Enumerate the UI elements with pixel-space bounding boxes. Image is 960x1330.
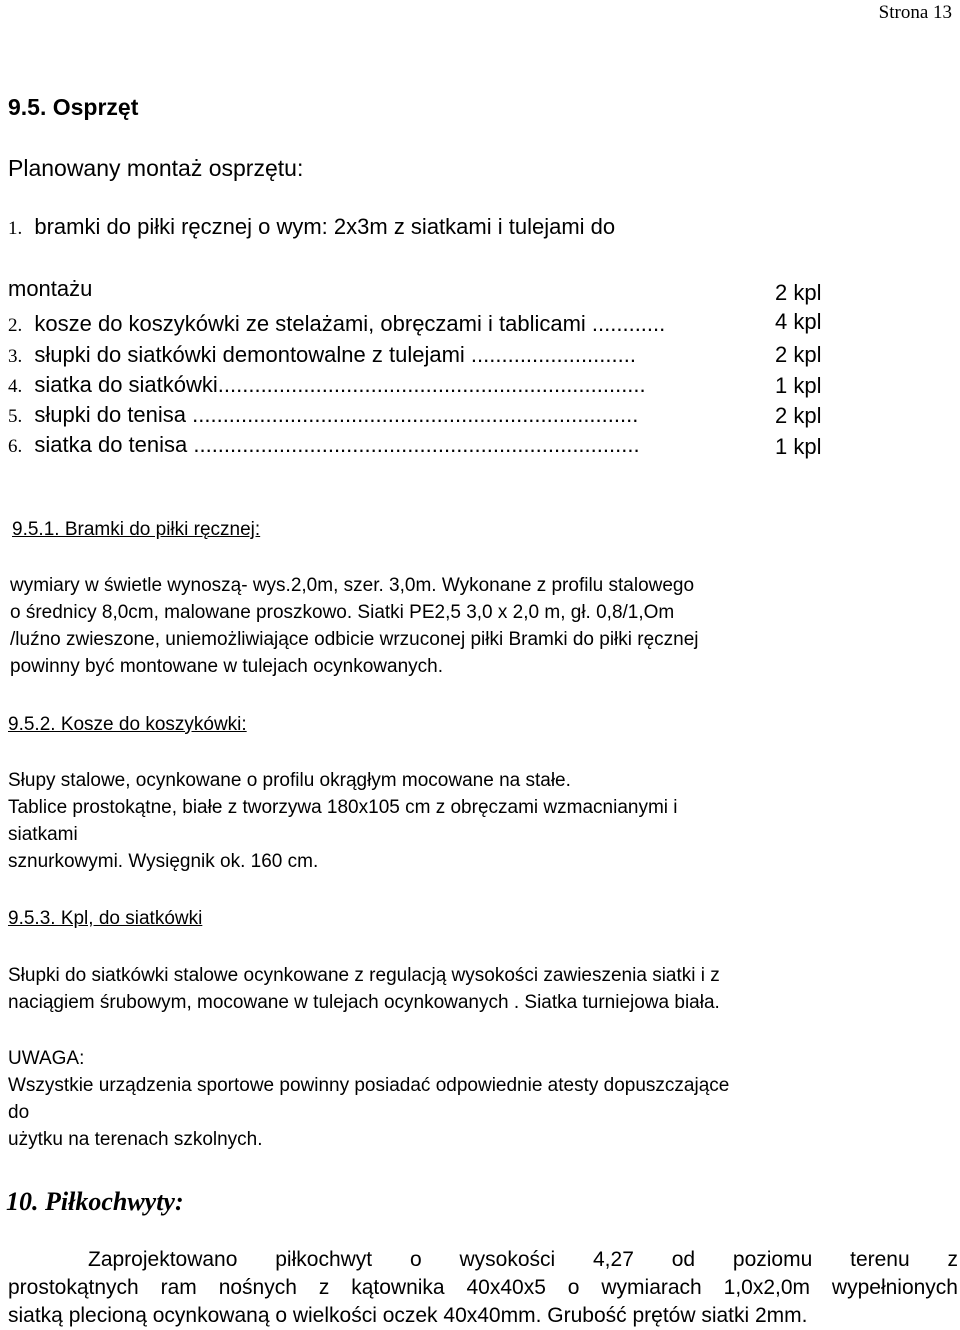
text-line: siatką plecioną ocynkowaną o wielkości oczek 40x40mm. Grubość prętów siatki 2mm. — [8, 1304, 808, 1327]
subsection-title-goals: 9.5.1. Bramki do piłki ręcznej: — [12, 519, 261, 540]
quantity-value: 2 kpl — [775, 403, 822, 428]
section-10-body — [8, 1246, 958, 1330]
subsection-body-basketball — [8, 767, 678, 875]
text-line: siatkami — [8, 824, 78, 845]
text-line: /luźno zwieszone, uniemożliwiające odbicie wrzuconej piłki Bramki do piłki ręcznej — [10, 629, 699, 650]
text-line: Zaprojektowano piłkochwyt o wysokości 4,27 od poziomu terenu z — [88, 1248, 958, 1271]
quantity-value: 1 kpl — [775, 434, 822, 459]
list-item-text: kosze do koszykówki ze stelażami, obręczami i tablicami ............ — [34, 311, 666, 336]
subsection-body-volleyball — [8, 962, 720, 1016]
list-item-number: 6. — [8, 436, 23, 457]
text-line: powinny być montowane w tulejach ocynkowanych. — [10, 656, 444, 677]
subsection-body-goals — [10, 572, 699, 680]
list-item-text: bramki do piłki ręcznej o wym: 2x3m z siatkami i tulejami do — [34, 214, 616, 239]
list-item — [8, 276, 92, 302]
text-line: o średnicy 8,0cm, malowane proszkowo. Siatki PE2,5 3,0 x 2,0 m, gł. 0,8/1,Om — [10, 602, 675, 623]
section-10-title: 10. Piłkochwyty: — [6, 1187, 184, 1216]
quantity-value: 2 kpl — [775, 280, 822, 305]
list-item — [8, 432, 640, 458]
text-line: użytku na terenach szkolnych. — [8, 1129, 263, 1150]
text-line: Tablice prostokątne, białe z tworzywa 180x105 cm z obręczami wzmacnianymi i — [8, 797, 678, 818]
list-item — [8, 372, 646, 398]
list-item-text: siatka do tenisa ......................................................................... — [34, 432, 640, 457]
text-line: Słupki do siatkówki stalowe ocynkowane z regulacją wysokości zawieszenia siatki i z — [8, 965, 720, 986]
list-item-text: słupki do siatkówki demontowalne z tulejami ........................... — [34, 342, 636, 367]
list-item-number: 1. — [8, 218, 23, 239]
text-line: naciągiem śrubowym, mocowane w tulejach ocynkowanych . Siatka turniejowa biała. — [8, 992, 720, 1013]
list-item-number: 5. — [8, 406, 23, 427]
subsection-title-basketball: 9.5.2. Kosze do koszykówki: — [8, 714, 247, 735]
text-line: Słupy stalowe, ocynkowane o profilu okrągłym mocowane na stałe. — [8, 770, 571, 791]
list-item-text: montażu — [8, 276, 93, 301]
list-item — [8, 342, 636, 368]
list-item-number: 4. — [8, 376, 23, 397]
subsection-title-volleyball: 9.5.3. Kpl, do siatkówki — [8, 908, 203, 929]
list-item-number: 3. — [8, 346, 23, 367]
text-line: prostokątnych ram nośnych z kątownika 40x40x5 o wymiarach 1,0x2,0m wypełnionych — [8, 1276, 958, 1299]
warning-title: UWAGA: — [8, 1048, 85, 1069]
text-line: sznurkowymi. Wysięgnik ok. 160 cm. — [8, 851, 319, 872]
list-item-number: 2. — [8, 315, 23, 336]
intro-text: Planowany montaż osprzętu: — [8, 155, 304, 181]
list-item-text: słupki do tenisa ......................................................................... — [34, 402, 639, 427]
text-line: wymiary w świetle wynoszą- wys.2,0m, szer. 3,0m. Wykonane z profilu stalowego — [10, 575, 695, 596]
list-item — [8, 402, 638, 428]
quantity-value: 4 kpl — [775, 309, 822, 334]
quantity-value: 2 kpl — [775, 342, 822, 367]
list-item — [8, 311, 665, 337]
list-item-text: siatka do siatkówki...................................................................... — [34, 372, 646, 397]
list-item — [8, 214, 615, 240]
text-line: Wszystkie urządzenia sportowe powinny posiadać odpowiednie atesty dopuszczające — [8, 1075, 730, 1096]
warning-block — [8, 1045, 729, 1153]
page-number: Strona 13 — [878, 2, 952, 23]
text-line: do — [8, 1102, 30, 1123]
quantity-value: 1 kpl — [775, 373, 822, 398]
section-title: 9.5. Osprzęt — [8, 94, 139, 120]
